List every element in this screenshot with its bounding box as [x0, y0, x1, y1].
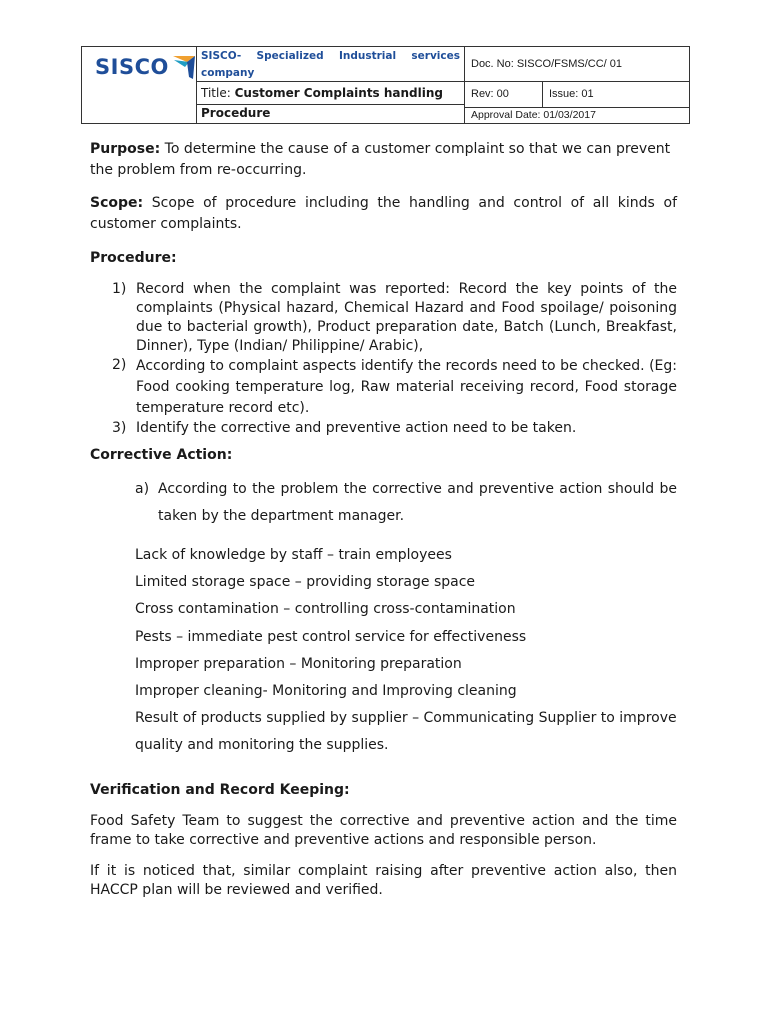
- list-item-number: 3): [112, 420, 127, 436]
- purpose-label: Purpose:: [90, 141, 161, 157]
- scope-section: [90, 193, 677, 235]
- document-header-table: [81, 46, 690, 124]
- procedure-heading: Procedure:: [90, 250, 177, 266]
- list-item-number: 2): [112, 357, 127, 373]
- purpose-text: To determine the cause of a customer complaint so that we can prevent the problem from re-occurring.: [90, 141, 671, 178]
- doc-no: Doc. No: SISCO/FSMS/CC/ 01: [465, 47, 689, 82]
- action-line: Limited storage space – providing storage space: [135, 574, 476, 591]
- title-value-2: Procedure: [201, 106, 271, 120]
- list-item-number: 1): [112, 281, 127, 297]
- list-item-text: Identify the corrective and preventive action need to be taken.: [136, 420, 577, 436]
- corrective-item-text: According to the problem the corrective and preventive action should be taken by the department manager.: [158, 481, 677, 524]
- action-line: Pests – immediate pest control service for effectiveness: [135, 628, 527, 645]
- issue: Issue: 01: [543, 82, 689, 108]
- revision: Rev: 00: [465, 82, 543, 108]
- title-separator: [197, 104, 465, 105]
- scope-label: Scope:: [90, 195, 144, 211]
- action-line: Improper cleaning- Monitoring and Improving cleaning: [135, 683, 517, 700]
- corrective-heading: Corrective Action:: [90, 447, 233, 463]
- procedure-list: [112, 280, 677, 438]
- title-line-2: [201, 103, 460, 123]
- company-logo: [95, 53, 197, 81]
- company-name: SISCO- Specialized Industrial services company: [201, 50, 460, 79]
- title-cell: [197, 82, 465, 123]
- logo-cell: [82, 47, 197, 123]
- action-line: Improper preparation – Monitoring preparation: [135, 655, 462, 672]
- corrective-actions-list: [135, 542, 680, 760]
- list-item: [112, 280, 677, 356]
- action-line: Result of products supplied by supplier – Communicating Supplier to improve quality and monitoring the supplies.: [135, 710, 677, 754]
- logo-flag-icon: [171, 53, 197, 81]
- scope-text: Scope of procedure including the handling and control of all kinds of customer complaints.: [90, 195, 677, 232]
- action-line: Lack of knowledge by staff – train employees: [135, 547, 452, 563]
- company-name-cell: [197, 47, 465, 82]
- approval-date: Approval Date: 01/03/2017: [471, 109, 596, 121]
- list-item-text: According to complaint aspects identify the records need to be checked. (Eg: Food cooking temperature log, Raw material receiving record, Food storage temperature record etc).: [136, 358, 677, 416]
- list-item-text: Record when the complaint was reported: Record the key points of the complaints (Physical hazard, Chemical Hazard and Food spoilage/ poisoning due to bacterial growth), Product preparation date, Batch (Lunch, Breakfast, Dinner), Type (Indian/ Philippine/ Arabic),: [136, 281, 677, 354]
- title-label: Title:: [201, 86, 231, 100]
- purpose-section: [90, 139, 677, 181]
- logo-text: SISCO: [95, 55, 169, 79]
- title-line-1: [201, 83, 460, 103]
- corrective-item-a: [135, 476, 677, 530]
- action-line: Cross contamination – controlling cross-contamination: [135, 601, 516, 618]
- verification-heading: Verification and Record Keeping:: [90, 782, 350, 798]
- verification-paragraph-1: Food Safety Team to suggest the corrective and preventive action and the time frame to take corrective and preventive actions and responsible person.: [90, 813, 677, 848]
- title-value-1: Customer Complaints handling: [234, 86, 444, 100]
- list-item: [112, 419, 677, 438]
- verification-paragraph-2: If it is noticed that, similar complaint raising after preventive action also, then HACCP plan will be reviewed and verified.: [90, 863, 677, 898]
- list-item: [112, 356, 677, 419]
- corrective-item-number: a): [135, 481, 150, 497]
